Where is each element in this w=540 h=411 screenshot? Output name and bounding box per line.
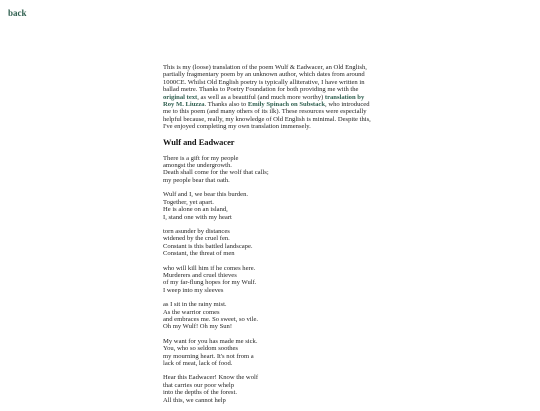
poem-line: and embraces me. So sweet, so vile. — [163, 315, 259, 323]
stanza — [163, 155, 375, 185]
intro-text-3: . Thanks also to — [204, 101, 248, 109]
back-link[interactable]: back — [8, 8, 27, 18]
poem-line: I, stand one with my heart — [163, 213, 232, 221]
stanza — [163, 191, 375, 221]
poem-line: amongst the undergrowth. — [163, 162, 232, 170]
translation-link[interactable]: translation by Roy M. Liuzza — [163, 93, 365, 109]
poem-line: You, who so seldom soothes — [163, 345, 238, 353]
poem-line: Death shall come for the wolf that calls; — [163, 169, 269, 177]
poem-line: There is a gift for my people — [163, 154, 239, 162]
poem-line: I weep into my sleeves — [163, 286, 224, 294]
intro-text-1: This is my (loose) translation of the poem Wulf & Eadwacer, an Old English, partially fragmentary poem by an unknown author, which dates from around 1000CE. Whilst Old English poetry is typically alliterative, I have written in ballad metre. Thanks to Poetry Foundation for both providing me with the — [163, 64, 367, 94]
poem-title: Wulf and Eadwacer — [163, 137, 235, 147]
poem-line: of my far-flung hopes for my Wulf. — [163, 279, 257, 287]
poem-line: as I sit in the rainy mist. — [163, 301, 227, 309]
stanza — [163, 228, 375, 258]
poem-line: Hear this Eadwacer! Know the wolf — [163, 374, 259, 382]
stanza — [163, 374, 375, 404]
poem-line: Together, yet apart. — [163, 198, 214, 206]
poem-line: My want for you has made me sick. — [163, 337, 258, 345]
poem-line: He is alone on an island, — [163, 206, 228, 214]
poem-line: All this, we cannot help — [163, 396, 226, 404]
article-content — [163, 64, 375, 411]
poem-line: lack of meat, lack of food. — [163, 360, 233, 367]
poem-line: my mourning heart. It's not from a — [163, 352, 254, 360]
poem-line: my people bear that oath. — [163, 176, 230, 184]
poem-line: Murderers and cruel thieves — [163, 271, 237, 279]
poem-line: As the warrior comes — [163, 308, 220, 316]
substack-link[interactable]: Emily Spinach on Substack — [247, 101, 326, 109]
stanza — [163, 265, 375, 295]
intro-text-4: , who introduced me to this poem (and many others of its ilk). These resources were especially helpful because, really, my knowledge of Old English is minimal. Despite this, I've enjoyed completing my own translation immensely. — [163, 101, 371, 131]
poem-line: that carries our poor whelp — [163, 381, 235, 389]
poem-line: into the depths of the forest. — [163, 389, 237, 397]
intro-text-2: , as well as a beautiful (and much more worthy) — [197, 93, 325, 101]
poem-line: Wulf and I, we bear this burden. — [163, 191, 249, 199]
poem-line: torn asunder by distances — [163, 227, 230, 235]
poem-line: Oh my Wulf! Oh my Sun! — [163, 323, 233, 331]
poem-line: Constant, the threat of men — [163, 250, 235, 258]
stanza — [163, 338, 375, 368]
stanza — [163, 301, 375, 331]
poem-body — [163, 155, 375, 404]
poem-line: who will kill him if he comes here. — [163, 264, 256, 272]
poem-line: Constant is this battled landscape. — [163, 242, 253, 250]
original-text-link[interactable]: original text — [163, 93, 198, 101]
intro-paragraph — [163, 64, 375, 131]
poem-line: widened by the cruel fen. — [163, 235, 230, 243]
